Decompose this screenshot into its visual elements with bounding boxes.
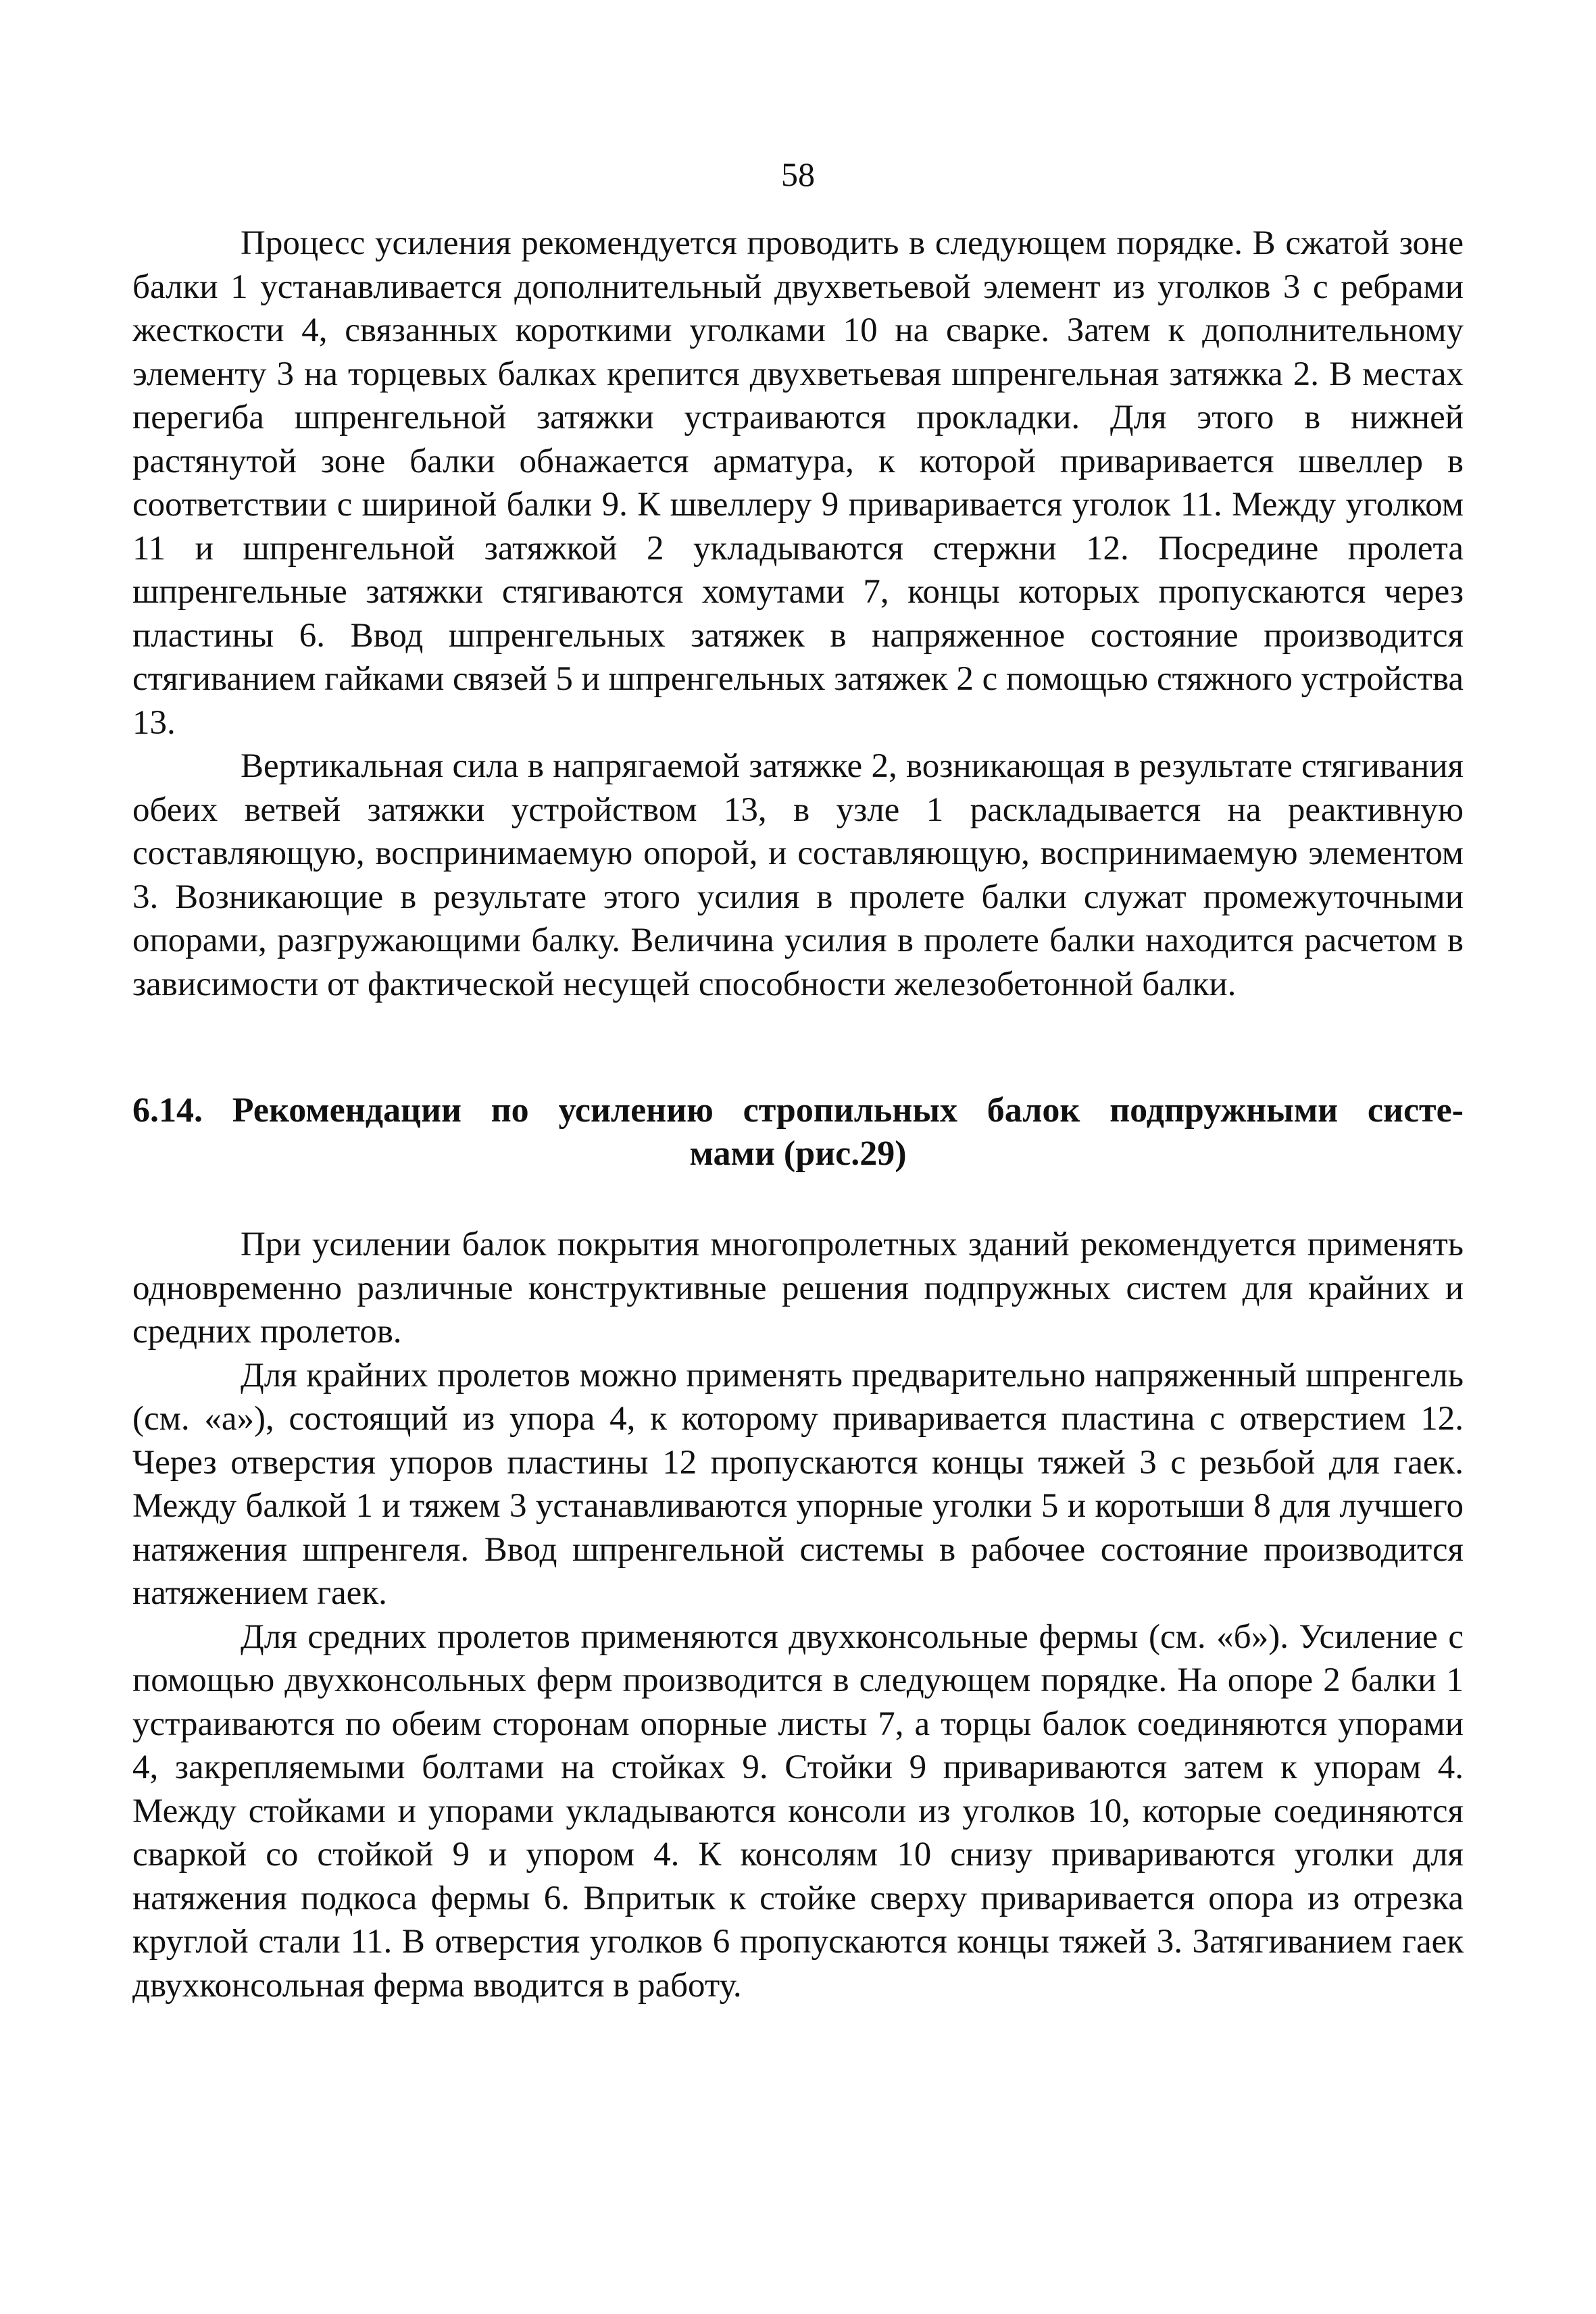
paragraph: Вертикальная сила в напрягаемой затяжке 2, возникающая в результате стягивания обеих ветвей затяжки устройством 13, в узле 1 раскладывается на реактивную составляющую, воспринимаемую опорой, и составляющую, воспринимаемую элементом 3. Возникающие в результате этого усилия в пролете балки служат промежуточными опорами, разгружающими балку. Величина усилия в пролете балки находится расчетом в зависимости от фактической несущей способности железобетонной балки. [132,747,1464,1003]
section-heading-line-2: мами (рис.29) [689,1134,907,1173]
intro-text-block [132,222,1464,1006]
page-number: 58 [781,155,815,193]
paragraph: Процесс усиления рекомендуется проводить в следующем порядке. В сжатой зоне балки 1 устанавливается дополнительный двухветьевой элемент из уголков 3 с ребрами жесткости 4, связанных короткими уголками 10 на сварке. Затем к дополнительному элементу 3 на торцевых балках крепится двухветьевая шпренгельная затяжка 2. В местах перегиба шпренгельной затяжки устраиваются прокладки. Для этого в нижней растянутой зоне балки обнажается арматура, к которой приваривается швеллер в соответствии с шириной балки 9. К швеллеру 9 приваривается уголок 11. Между уголком 11 и шпренгельной затяжкой 2 укладываются стержни 12. Посредине пролета шпренгельные затяжки стягиваются хомутами 7, концы которых пропускаются через пластины 6. Ввод шпренгельных затяжек в напряженное состояние производится стягиванием гайками связей 5 и шпренгельных затяжек 2 с помощью стяжного устройства 13. [132,224,1464,742]
paragraph: При усилении балок покрытия многопролетных зданий рекомендуется применять одновременно различные конструктивные решения подпружных систем для крайних и средних пролетов. [132,1226,1464,1351]
section-text-block [132,1223,1464,2007]
section-heading-line-1: 6.14. Рекомендации по усилению стропильных балок подпружными систе- [132,1091,1464,1130]
paragraph: Для крайних пролетов можно применять предварительно напряженный шпренгель (см. «а»), состоящий из упора 4, к которому приваривается пластина с отверстием 12. Через отверстия упоров пластины 12 пропускаются концы тяжей 3 с резьбой для гаек. Между балкой 1 и тяжем 3 устанавливаются упорные уголки 5 и коротыши 8 для лучшего натяжения шпренгеля. Ввод шпренгельной системы в рабочее состояние производится натяжением гаек. [132,1356,1464,1612]
section-heading [132,1089,1464,1176]
paragraph: Для средних пролетов применяются двухконсольные фермы (см. «б»). Усиление с помощью двухконсольных ферм производится в следующем порядке. На опоре 2 балки 1 устраиваются по обеим сторонам опорные листы 7, а торцы балок соединяются упорами 4, закрепляемыми болтами на стойках 9. Стойки 9 привариваются затем к упорам 4. Между стойками и упорами укладываются консоли из уголков 10, которые соединяются сваркой со стойкой 9 и упором 4. К консолям 10 снизу привариваются уголки для натяжения подкоса фермы 6. Впритык к стойке сверху приваривается опора из отрезка круглой стали 11. В отверстия уголков 6 пропускаются концы тяжей 3. Затягиванием гаек двухконсольная ферма вводится в работу. [132,1617,1464,2005]
